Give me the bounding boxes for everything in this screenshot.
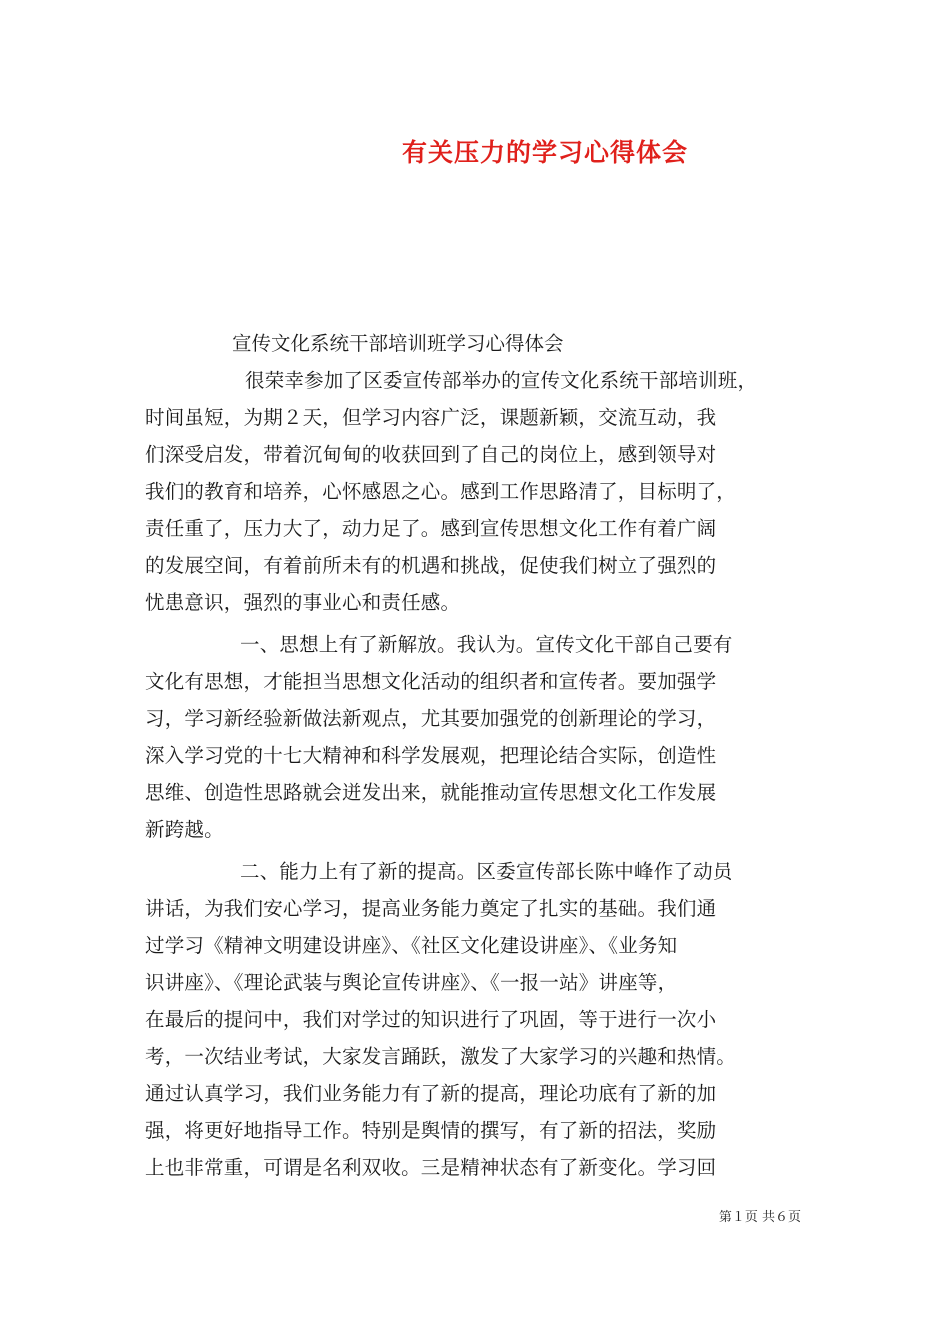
paragraph-line: 通过认真学习，我们业务能力有了新的提高，理论功底有了新的加: [145, 1082, 717, 1105]
paragraph-line: 文化有思想，才能担当思想文化活动的组织者和宣传者。要加强学: [145, 670, 717, 693]
paragraph-line: 们深受启发，带着沉甸甸的收获回到了自己的岗位上，感到领导对: [145, 443, 717, 466]
paragraph-line: 责任重了，压力大了，动力足了。感到宣传思想文化工作有着广阔: [145, 517, 717, 540]
paragraph-line: 考，一次结业考试，大家发言踊跃，激发了大家学习的兴趣和热情。: [145, 1045, 737, 1068]
paragraph-line: 新跨越。: [145, 818, 224, 841]
document-body: [145, 362, 815, 1186]
paragraph-line: 识讲座》、《理论武装与舆论宣传讲座》、《一报一站》讲座等，: [145, 971, 678, 994]
paragraph-line: 思维、创造性思路就会迸发出来，就能推动宣传思想文化工作发展: [145, 781, 717, 804]
paragraph-line: 强，将更好地指导工作。特别是舆情的撰写，有了新的招法，奖励: [145, 1119, 717, 1142]
page-number-footer: 第１页 共６页: [718, 1210, 802, 1225]
document-title: 有关压力的学习心得体会: [401, 138, 688, 167]
paragraph-line: 上也非常重，可谓是名利双收。三是精神状态有了新变化。学习回: [145, 1156, 717, 1179]
paragraph-line: 深入学习党的十七大精神和科学发展观，把理论结合实际，创造性: [145, 744, 717, 767]
paragraph-line: 二、能力上有了新的提高。区委宣传部长陈中峰作了动员: [240, 860, 733, 883]
paragraph-line: 一、思想上有了新解放。我认为。宣传文化干部自己要有: [240, 633, 733, 656]
paragraph-line: 讲话，为我们安心学习，提高业务能力奠定了扎实的基础。我们通: [145, 897, 717, 920]
paragraph-line: 的发展空间，有着前所未有的机遇和挑战，促使我们树立了强烈的: [145, 554, 717, 577]
paragraph-line: 时间虽短，为期２天，但学习内容广泛，课题新颖，交流互动，我: [145, 406, 717, 429]
paragraph-line: 忧患意识，强烈的事业心和责任感。: [145, 591, 461, 614]
paragraph-line: 很荣幸参加了区委宣传部举办的宣传文化系统干部培训班，: [245, 369, 758, 392]
paragraph-line: 我们的教育和培养，心怀感恩之心。感到工作思路清了，目标明了，: [145, 480, 737, 503]
paragraph-line: 习，学习新经验新做法新观点，尤其要加强党的创新理论的学习，: [145, 707, 717, 730]
paragraph-line: 过学习《精神文明建设讲座》、《社区文化建设讲座》、《业务知: [145, 934, 678, 957]
document-subtitle: 宣传文化系统干部培训班学习心得体会: [232, 332, 564, 355]
paragraph-line: 在最后的提问中，我们对学过的知识进行了巩固，等于进行一次小: [145, 1008, 717, 1031]
